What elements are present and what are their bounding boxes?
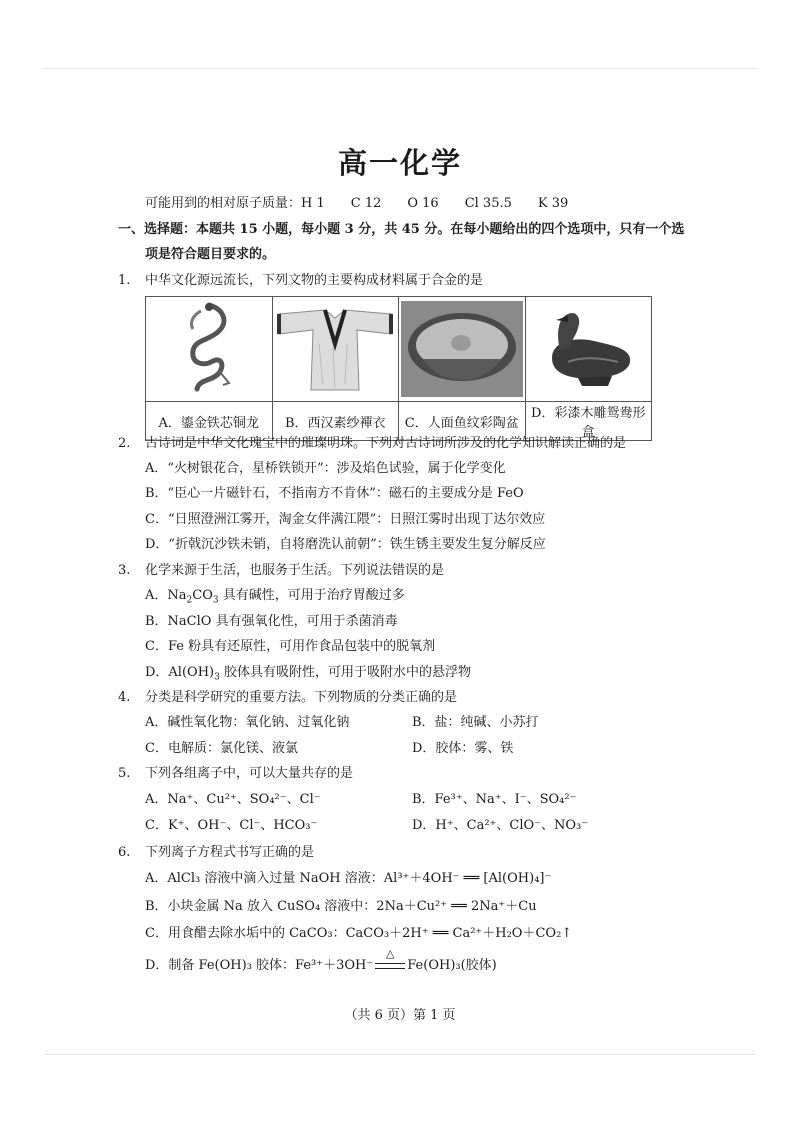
bottom-divider bbox=[44, 1054, 756, 1055]
q3-option-b: B．NaClO 具有强氧化性，可用于杀菌消毒 bbox=[145, 614, 398, 629]
q2-number: 2. bbox=[118, 436, 131, 451]
q1-stem: 中华文化源远流长，下列文物的主要构成材料属于合金的是 bbox=[145, 273, 484, 288]
q3-option-a bbox=[145, 587, 405, 605]
q3-a-sub1: 2 bbox=[186, 595, 193, 606]
q4-option-d: D．胶体：雾、铁 bbox=[412, 741, 514, 756]
q6-stem: 下列离子方程式书写正确的是 bbox=[145, 845, 315, 860]
q1-cell-b-image bbox=[272, 297, 399, 402]
q3-number: 3. bbox=[118, 563, 131, 578]
q1-option-c: C．人面鱼纹彩陶盆 bbox=[399, 402, 526, 441]
q4-option-a: A．碱性氧化物：氧化钠、过氧化钠 bbox=[145, 715, 350, 730]
q1-option-b: B．西汉素纱襌衣 bbox=[272, 402, 399, 441]
page-title: 高一化学 bbox=[337, 146, 462, 180]
q4-stem: 分类是科学研究的重要方法。下列物质的分类正确的是 bbox=[145, 690, 458, 705]
q6-d-text2: Fe(OH)₃(胶体) bbox=[407, 958, 497, 973]
q6-option-d bbox=[145, 947, 497, 975]
reaction-double-line-icon bbox=[375, 963, 405, 969]
atomic-masses-note: 可能用到的相对原子质量：H 1 C 12 O 16 Cl 35.5 K 39 bbox=[145, 196, 569, 211]
q2-option-c: C．“日照澄洲江雾开，淘金女伴满江隈”：日照江雾时出现丁达尔效应 bbox=[145, 512, 546, 527]
q5-option-d: D．H⁺、Ca²⁺、ClO⁻、NO₃⁻ bbox=[412, 818, 589, 833]
q2-option-d: D．“折戟沉沙铁未销，自将磨洗认前朝”：铁生锈主要发生复分解反应 bbox=[145, 537, 546, 552]
top-divider bbox=[44, 68, 756, 69]
q3-a-text1: A．Na bbox=[145, 588, 187, 603]
q5-stem: 下列各组离子中，可以大量共存的是 bbox=[145, 766, 354, 781]
q5-option-c: C．K⁺、OH⁻、Cl⁻、HCO₃⁻ bbox=[145, 818, 318, 833]
q3-d-text1: D．Al(OH) bbox=[145, 665, 215, 680]
q1-number: 1. bbox=[118, 273, 131, 288]
q1-cell-a-image bbox=[146, 297, 273, 402]
q1-cell-c-image bbox=[399, 297, 526, 402]
q3-option-c: C．Fe 粉具有还原性，可用作食品包装中的脱氧剂 bbox=[145, 639, 436, 654]
q1-option-a: A．鎏金铁芯铜龙 bbox=[146, 402, 273, 441]
duck-box-image bbox=[538, 306, 638, 392]
q6-d-text1: D．制备 Fe(OH)₃ 胶体：Fe³⁺＋3OH⁻ bbox=[145, 958, 374, 973]
page-footer: （共 6 页）第 1 页 bbox=[344, 1008, 456, 1023]
bronze-dragon-image bbox=[179, 301, 239, 397]
q3-option-d bbox=[145, 664, 471, 682]
q3-a-text2: CO bbox=[192, 588, 213, 603]
silk-robe-image bbox=[275, 304, 395, 394]
q5-option-a: A．Na⁺、Cu²⁺、SO₄²⁻、Cl⁻ bbox=[145, 792, 321, 807]
q3-d-sub: 3 bbox=[214, 672, 220, 683]
q6-d-heat-condition: △ bbox=[386, 947, 395, 960]
q1-option-d: D．彩漆木雕鸳鸯形盒 bbox=[525, 402, 652, 441]
q3-d-text2: 胶体具有吸附性，可用于吸附水中的悬浮物 bbox=[219, 665, 471, 680]
q5-option-b: B．Fe³⁺、Na⁺、I⁻、SO₄²⁻ bbox=[412, 792, 577, 807]
q6-option-b: B．小块金属 Na 放入 CuSO₄ 溶液中：2Na＋Cu²⁺ ══ 2Na⁺＋Cu bbox=[145, 899, 537, 914]
q4-number: 4. bbox=[118, 690, 131, 705]
q3-a-sub2: 3 bbox=[212, 595, 219, 606]
q1-relic-table bbox=[145, 296, 652, 441]
q4-option-b: B．盐：纯碱、小苏打 bbox=[412, 715, 539, 730]
q1-cell-d-image bbox=[525, 297, 652, 402]
q6-number: 6. bbox=[118, 845, 131, 860]
q2-option-a: A．“火树银花合，星桥铁锁开”：涉及焰色试验，属于化学变化 bbox=[145, 461, 506, 476]
q2-stem: 古诗词是中华文化瑰宝中的璀璨明珠。下列对古诗词所涉及的化学知识解读正确的是 bbox=[145, 436, 627, 451]
section-heading-line1: 一、选择题：本题共 15 小题，每小题 3 分，共 45 分。在每小题给出的四个选项中，只有一个选 bbox=[118, 222, 685, 237]
q4-option-c: C．电解质：氯化镁、液氯 bbox=[145, 741, 298, 756]
pottery-basin-image bbox=[401, 301, 523, 397]
q5-number: 5. bbox=[118, 766, 131, 781]
q6-option-a: A．AlCl₃ 溶液中滴入过量 NaOH 溶液：Al³⁺＋4OH⁻ ══ [Al(OH)₄]⁻ bbox=[145, 871, 552, 886]
q2-option-b: B．“臣心一片磁针石，不指南方不肯休”：磁石的主要成分是 FeO bbox=[145, 486, 524, 501]
q6-option-c: C．用食醋去除水垢中的 CaCO₃：CaCO₃＋2H⁺ ══ Ca²⁺＋H₂O＋CO₂↑ bbox=[145, 926, 573, 941]
q6-d-reaction-arrow bbox=[373, 947, 407, 975]
section-heading-line2: 项是符合题目要求的。 bbox=[145, 247, 276, 262]
q3-a-text3: 具有碱性，可用于治疗胃酸过多 bbox=[218, 588, 405, 603]
q3-stem: 化学来源于生活，也服务于生活。下列说法错误的是 bbox=[145, 563, 445, 578]
